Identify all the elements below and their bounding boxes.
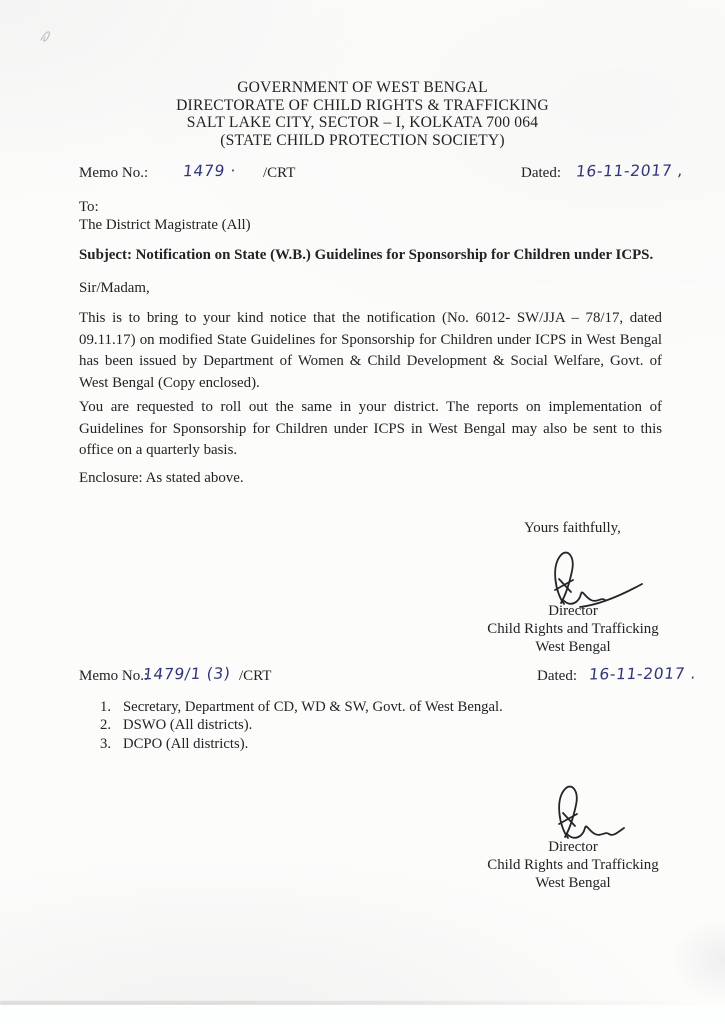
to-label: To: (79, 199, 99, 215)
letterhead (0, 79, 725, 149)
memo2-date-handwritten: 16-11-2017 . (587, 664, 698, 684)
cc-item-number: 2. (100, 717, 112, 734)
signatory1-region: West Bengal (535, 639, 611, 655)
memo1-label: Memo No.: (79, 165, 149, 181)
cc-list (100, 698, 640, 753)
signatory1-org: Child Rights and Trafficking (487, 621, 659, 637)
letterhead-line-address: SALT LAKE CITY, SECTOR – I, KOLKATA 700 064 (186, 114, 539, 132)
memo-row-2 (79, 664, 698, 695)
memo2-dated-label: Dated: (537, 668, 577, 684)
signatory2-region: West Bengal (535, 875, 611, 891)
signature-block-2 (478, 838, 668, 892)
signature-block-1 (478, 602, 668, 656)
signature-scribble-2 (540, 782, 650, 844)
paragraph-2: You are requested to roll out the same in your district. The reports on implementation of Guidelines for Sponsorship for Children under ICPS in West Bengal may also be sent to this office on a quarterly basis. (79, 399, 662, 459)
pencil-mark (36, 26, 58, 48)
cc-item-text: Secretary, Department of CD, WD & SW, Govt. of West Bengal. (123, 699, 503, 715)
letterhead-line-directorate: DIRECTORATE OF CHILD RIGHTS & TRAFFICKING (176, 96, 549, 114)
cc-item-text: DSWO (All districts). (123, 717, 253, 734)
signatory1-title: Director (548, 603, 598, 619)
paragraph-1: This is to bring to your kind notice that the notification (No. 6012- SW/JJA – 78/17, dated 09.11.17) on modified State Guidelines for Sponsorship for Children under ICPS in West Bengal has been issued by Department of Women & Child Development & Social Welfare, Govt. of West Bengal (Copy enclosed). (79, 310, 662, 391)
memo1-suffix: /CRT (263, 165, 296, 181)
memo1-number-handwritten: 1479 · (181, 161, 237, 181)
enclosure-line: Enclosure: As stated above. (79, 470, 244, 486)
signatory2-org: Child Rights and Trafficking (487, 857, 659, 873)
memo2-label: Memo No.: (79, 668, 149, 684)
cc-item (100, 698, 640, 716)
scan-bottom-edge (0, 1005, 725, 1024)
cc-item-number: 3. (100, 735, 112, 752)
signature-scribble-1 (536, 548, 646, 610)
memo-row-1 (79, 162, 685, 192)
memo2-number-handwritten: 1479/1 (3) (141, 664, 232, 684)
cc-item-text: DCPO (All districts). (123, 735, 249, 752)
to-value: The District Magistrate (All) (79, 217, 251, 233)
closing-salutation: Yours faithfully, (524, 520, 621, 536)
signatory2-title: Director (548, 839, 598, 855)
subject-line: Subject: Notification on State (W.B.) Guidelines for Sponsorship for Children under ICPS. (79, 247, 654, 263)
scan-fold-shadow (630, 900, 725, 1000)
salutation: Sir/Madam, (79, 280, 150, 296)
cc-item (100, 735, 640, 753)
letterhead-line-government: GOVERNMENT OF WEST BENGAL (237, 79, 488, 96)
letterhead-line-society: (STATE CHILD PROTECTION SOCIETY) (220, 131, 505, 149)
memo1-dated-label: Dated: (521, 165, 561, 181)
memo1-date-handwritten: 16-11-2017 , (574, 161, 685, 181)
cc-item (100, 716, 640, 734)
memo2-suffix: /CRT (239, 668, 272, 684)
cc-item-number: 1. (100, 699, 112, 715)
